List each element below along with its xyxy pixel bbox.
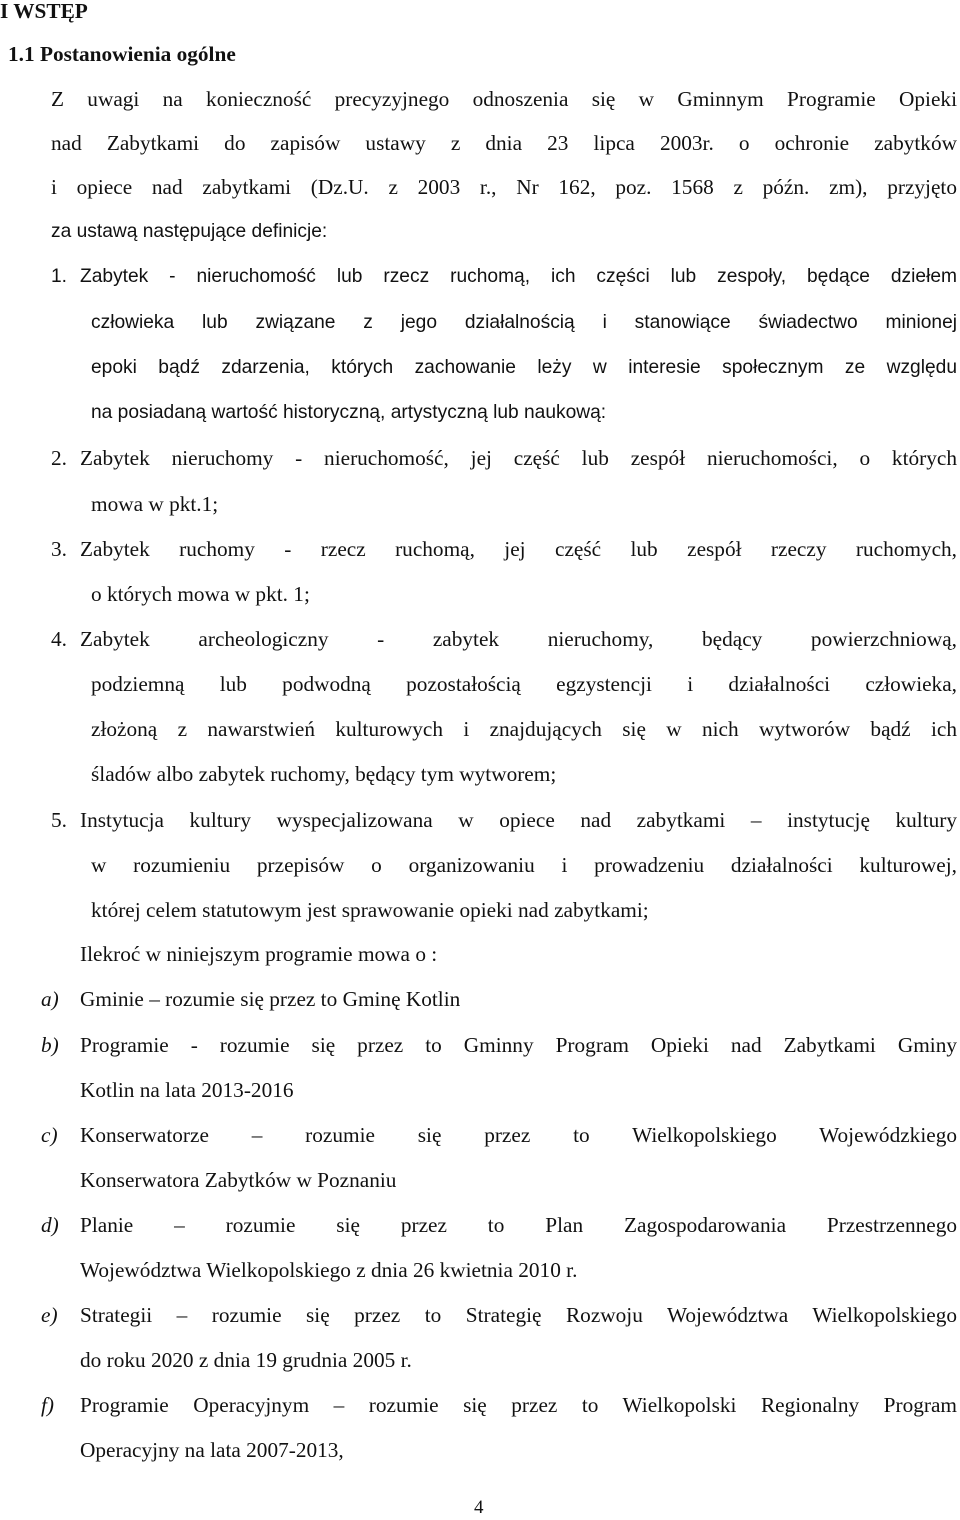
term-line: Kotlin na lata 2013-2016 — [80, 1078, 294, 1102]
term-label: f) — [41, 1393, 55, 1417]
definition-line: epoki bądź zdarzenia, których zachowanie leży w interesie społecznym ze względu — [91, 357, 957, 378]
term-line: Województwa Wielkopolskiego z dnia 26 kwietnia 2010 r. — [80, 1258, 578, 1282]
definition-line: Instytucja kultury wyspecjalizowana w opiece nad zabytkami – instytucję kultury — [80, 808, 957, 832]
terms-intro: Ilekroć w niniejszym programie mowa o : — [80, 942, 438, 966]
definition-line: złożoną z nawarstwień kulturowych i znajdujących się w nich wytworów bądź ich — [91, 717, 957, 741]
intro-line: za ustawą następujące definicje: — [51, 221, 328, 242]
definition-number: 2. — [51, 446, 67, 470]
term-line: Planie – rozumie się przez to Plan Zagospodarowania Przestrzennego — [80, 1213, 957, 1237]
definition-line: podziemną lub podwodną pozostałością egzystencji i działalności człowieka, — [91, 672, 957, 696]
term-label: c) — [41, 1123, 58, 1147]
intro-line: nad Zabytkami do zapisów ustawy z dnia 23 lipca 2003r. o ochronie zabytków — [51, 131, 957, 155]
definition-line: mowa w pkt.1; — [91, 492, 219, 516]
definition-number: 1. — [51, 266, 68, 287]
term-line: Strategii – rozumie się przez to Strategię Rozwoju Województwa Wielkopolskiego — [80, 1303, 957, 1327]
definition-number: 5. — [51, 808, 67, 832]
intro-line: i opiece nad zabytkami (Dz.U. z 2003 r., Nr 162, poz. 1568 z późn. zm), przyjęto — [51, 175, 957, 199]
term-line: do roku 2020 z dnia 19 grudnia 2005 r. — [80, 1348, 412, 1372]
definition-line: na posiadaną wartość historyczną, artystyczną lub naukową: — [91, 402, 607, 423]
definition-line: której celem statutowym jest sprawowanie opieki nad zabytkami; — [91, 898, 649, 922]
term-line: Programie - rozumie się przez to Gminny Program Opieki nad Zabytkami Gminy — [80, 1033, 957, 1057]
term-line: Konserwatorze – rozumie się przez to Wielkopolskiego Wojewódzkiego — [80, 1123, 957, 1147]
term-line: Konserwatora Zabytków w Poznaniu — [80, 1168, 397, 1192]
term-label: b) — [41, 1033, 59, 1057]
definition-line: śladów albo zabytek ruchomy, będący tym wytworem; — [91, 762, 557, 786]
definition-line: Zabytek ruchomy - rzecz ruchomą, jej część lub zespół rzeczy ruchomych, — [80, 537, 957, 561]
term-label: e) — [41, 1303, 58, 1327]
definition-line: człowieka lub związane z jego działalnością i stanowiące świadectwo minionej — [91, 312, 957, 333]
page-number: 4 — [474, 1497, 484, 1518]
definition-line: Zabytek archeologiczny - zabytek nieruchomy, będący powierzchniową, — [80, 627, 957, 651]
intro-line: Z uwagi na konieczność precyzyjnego odnoszenia się w Gminnym Programie Opieki — [51, 87, 957, 111]
section-heading: 1.1 Postanowienia ogólne — [8, 42, 236, 66]
term-line: Programie Operacyjnym – rozumie się przez to Wielkopolski Regionalny Program — [80, 1393, 957, 1417]
term-line: Operacyjny na lata 2007-2013, — [80, 1438, 344, 1462]
term-label: a) — [41, 987, 59, 1011]
definition-line: w rozumieniu przepisów o organizowaniu i prowadzeniu działalności kulturowej, — [91, 853, 957, 877]
definition-number: 4. — [51, 627, 67, 651]
chapter-heading: I WSTĘP — [0, 0, 88, 23]
term-label: d) — [41, 1213, 59, 1237]
definition-line: Zabytek - nieruchomość lub rzecz ruchomą, ich części lub zespoły, będące dziełem — [80, 266, 957, 287]
definition-line: Zabytek nieruchomy - nieruchomość, jej część lub zespół nieruchomości, o których — [80, 446, 957, 470]
definition-line: o których mowa w pkt. 1; — [91, 582, 310, 606]
definition-number: 3. — [51, 537, 67, 561]
term-line: Gminie – rozumie się przez to Gminę Kotlin — [80, 987, 461, 1011]
